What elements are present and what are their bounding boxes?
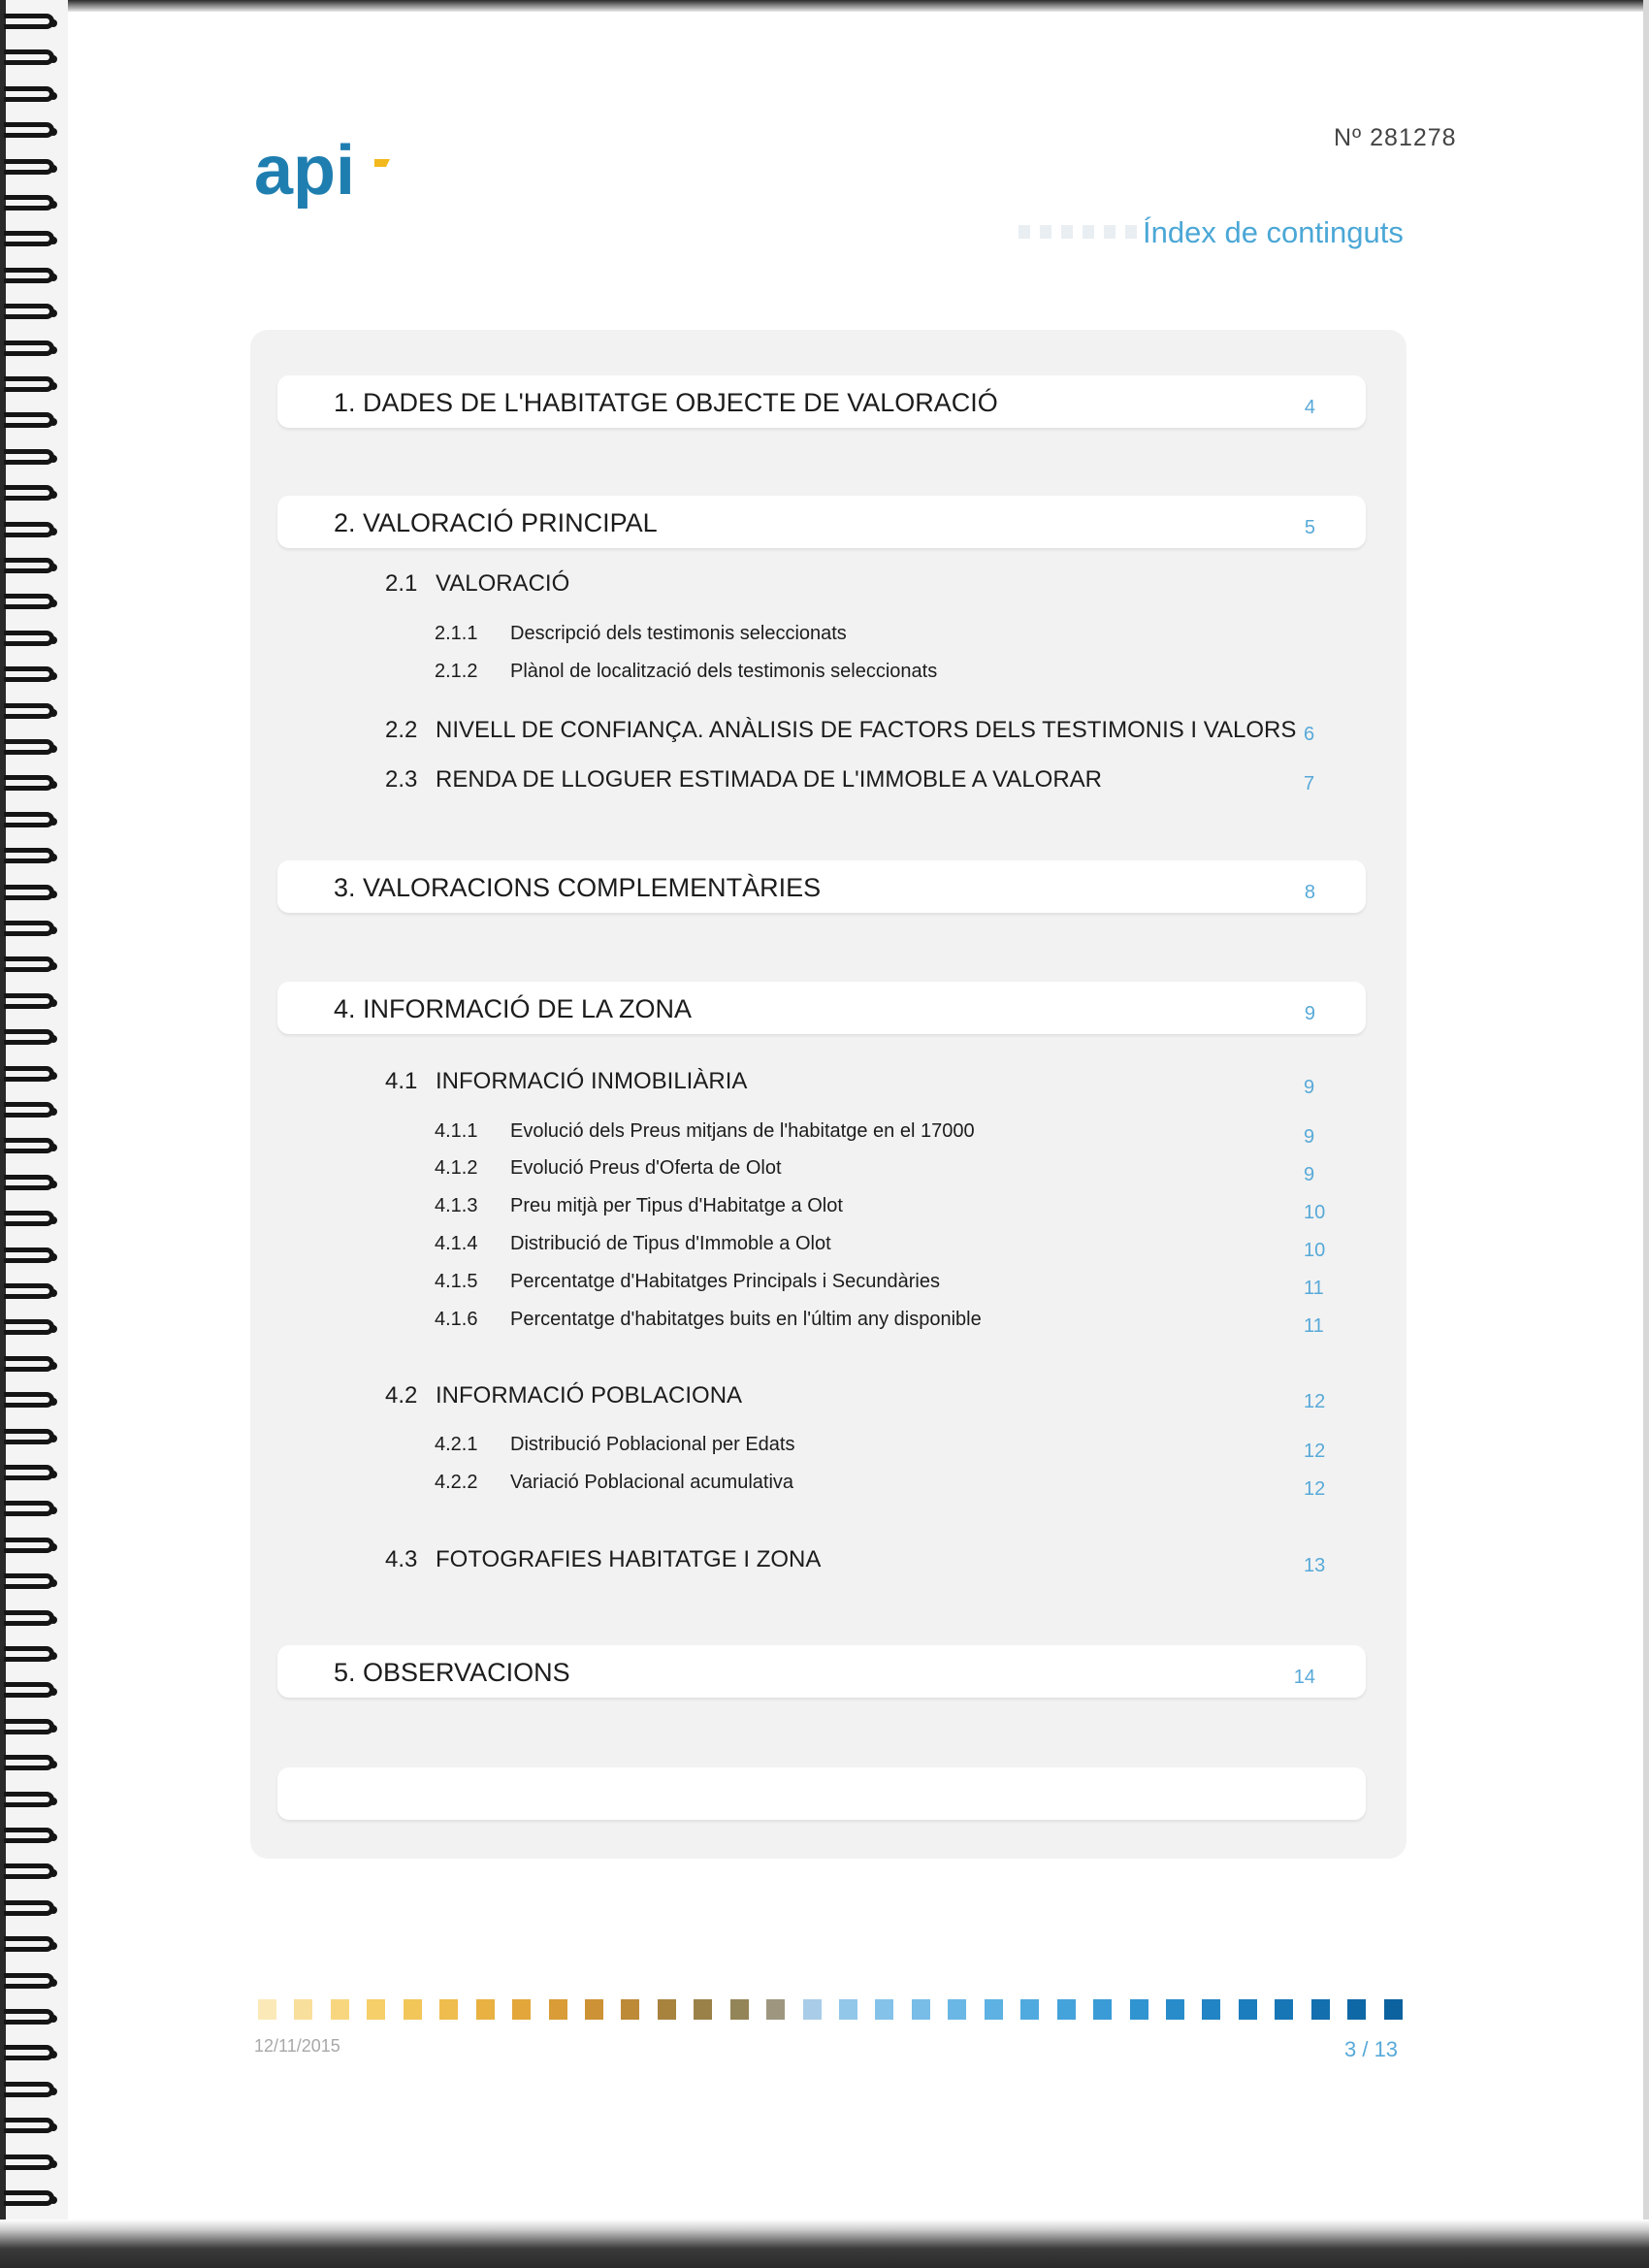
toc-item-label: Percentatge d'Habitatges Principals i Secundàries — [510, 1271, 940, 1292]
toc-item-label: Plànol de localització dels testimonis seleccionats — [510, 661, 938, 682]
color-square — [404, 1999, 422, 2020]
page-top-edge — [0, 0, 1649, 12]
toc-item-number: 4.2 — [385, 1382, 418, 1409]
color-square — [331, 1999, 349, 2020]
color-square — [912, 1999, 930, 2020]
binding-coil — [4, 558, 54, 573]
footer-date: 12/11/2015 — [254, 2036, 340, 2056]
toc-item-label: Distribució de Tipus d'Immoble a Olot — [510, 1233, 831, 1254]
toc-item-label: Descripció dels testimonis seleccionats — [510, 623, 847, 644]
color-square — [1166, 1999, 1184, 2020]
color-square — [258, 1999, 276, 2020]
toc-item-page: 11 — [1304, 1278, 1324, 1299]
color-square — [294, 1999, 312, 2020]
binding-coil — [4, 1029, 54, 1045]
toc-item-number: 2.2 — [385, 717, 418, 743]
color-square — [621, 1999, 639, 2020]
toc-item-number: 2.1.1 — [435, 623, 478, 644]
binding-coil — [4, 1936, 54, 1952]
binding-coil — [4, 666, 54, 682]
binding-coil — [4, 304, 54, 319]
toc-item-page: 10 — [1304, 1202, 1326, 1223]
color-square — [766, 1999, 785, 2020]
toc-item-page: 11 — [1304, 1315, 1324, 1337]
toc-panel — [250, 330, 1406, 1859]
binding-coil — [4, 412, 54, 428]
binding-coil — [4, 1283, 54, 1299]
toc-item-label: Distribució Poblacional per Edats — [510, 1434, 795, 1455]
color-square — [1057, 1999, 1076, 2020]
toc-item-label: VALORACIÓ — [436, 570, 570, 597]
binding-coil — [4, 2155, 54, 2170]
toc-section-3[interactable] — [277, 860, 1366, 913]
binding-coil — [4, 449, 54, 465]
toc-item-label: Percentatge d'habitatges buits en l'últim any disponible — [510, 1309, 982, 1330]
binding-coil — [4, 1501, 54, 1516]
binding-coil — [4, 885, 54, 900]
toc-item-number: 2.1 — [385, 570, 418, 597]
toc-item-number: 4.1.5 — [435, 1271, 478, 1292]
toc-empty-bar — [277, 1767, 1366, 1820]
document-number: Nº 281278 — [1334, 124, 1457, 151]
toc-section-label: 5. OBSERVACIONS — [334, 1658, 570, 1687]
binding-coil — [4, 1828, 54, 1843]
toc-item-number: 4.1.6 — [435, 1309, 478, 1330]
color-square — [1093, 1999, 1112, 2020]
binding-coil — [4, 2190, 54, 2206]
toc-section-1[interactable] — [277, 375, 1366, 428]
toc-item-number: 4.2.1 — [435, 1434, 478, 1455]
toc-item-label: Preu mitjà per Tipus d'Habitatge a Olot — [510, 1195, 843, 1216]
color-square — [1347, 1999, 1366, 2020]
toc-item-page: 13 — [1304, 1555, 1326, 1576]
color-square — [1202, 1999, 1220, 2020]
toc-item-number: 4.2.2 — [435, 1472, 478, 1493]
binding-coil — [4, 1973, 54, 1989]
binding-coil — [4, 231, 54, 246]
page-bottom-edge — [0, 2219, 1649, 2268]
binding-coil — [4, 1573, 54, 1589]
toc-item-page: 12 — [1304, 1478, 1326, 1500]
toc-item-number: 4.1.4 — [435, 1233, 478, 1254]
toc-item-page: 9 — [1304, 1126, 1315, 1148]
toc-item-number: 4.1.3 — [435, 1195, 478, 1216]
color-square — [585, 1999, 603, 2020]
binding-coil — [4, 2009, 54, 2025]
toc-item-number: 4.1.1 — [435, 1120, 478, 1142]
toc-item-page: 6 — [1304, 724, 1315, 745]
binding-coil — [4, 1863, 54, 1879]
binding-coil — [4, 703, 54, 719]
binding-coil — [4, 1356, 54, 1372]
color-square — [1020, 1999, 1039, 2020]
color-square — [730, 1999, 749, 2020]
color-square — [1239, 1999, 1257, 2020]
toc-item-label: Evolució dels Preus mitjans de l'habitatge en el 17000 — [510, 1120, 975, 1142]
toc-section-2[interactable] — [277, 496, 1366, 548]
binding-coil — [4, 376, 54, 392]
color-square — [694, 1999, 712, 2020]
binding-coil — [4, 1319, 54, 1335]
binding-coil — [4, 1429, 54, 1444]
binding-coil — [4, 594, 54, 609]
binding-coil — [4, 631, 54, 646]
color-square — [512, 1999, 531, 2020]
binding-coil — [4, 1610, 54, 1626]
color-square — [549, 1999, 567, 2020]
binding-coil — [4, 2118, 54, 2133]
color-square — [1311, 1999, 1330, 2020]
binding-coil — [4, 1719, 54, 1734]
binding-coil — [4, 1465, 54, 1480]
toc-section-label: 3. VALORACIONS COMPLEMENTÀRIES — [334, 873, 822, 902]
color-square — [875, 1999, 893, 2020]
color-square — [658, 1999, 676, 2020]
binding-coil — [4, 1755, 54, 1770]
color-square — [948, 1999, 966, 2020]
binding-coil — [4, 921, 54, 936]
binding-coil — [4, 340, 54, 356]
binding-coil — [4, 195, 54, 211]
toc-section-4[interactable] — [277, 982, 1366, 1034]
toc-item-label: INFORMACIÓ POBLACIONA — [436, 1382, 743, 1409]
spiral-binding — [0, 0, 68, 2268]
footer-page-number: 3 / 13 — [1344, 2037, 1399, 2061]
toc-item-label: Evolució Preus d'Oferta de Olot — [510, 1157, 782, 1179]
color-square — [439, 1999, 458, 2020]
toc-item-page: 12 — [1304, 1391, 1326, 1412]
binding-coil — [4, 1175, 54, 1190]
binding-coil — [4, 1792, 54, 1807]
binding-coil — [4, 14, 54, 29]
color-square — [1384, 1999, 1403, 2020]
color-square — [367, 1999, 385, 2020]
binding-coil — [4, 1538, 54, 1553]
svg-text:api: api — [254, 134, 356, 210]
toc-item-label: FOTOGRAFIES HABITATGE I ZONA — [436, 1546, 822, 1572]
toc-section-5[interactable] — [277, 1645, 1366, 1698]
toc-section-page: 8 — [1304, 882, 1315, 903]
color-square — [803, 1999, 822, 2020]
toc-item-number: 4.1.2 — [435, 1157, 478, 1179]
binding-coil — [4, 1646, 54, 1662]
toc-section-page: 14 — [1293, 1667, 1315, 1688]
page-right-edge — [1643, 0, 1649, 2268]
binding-coil — [4, 1682, 54, 1698]
binding-coil — [4, 993, 54, 1009]
toc-item-page: 7 — [1304, 773, 1315, 794]
toc-section-label: 2. VALORACIÓ PRINCIPAL — [334, 508, 658, 537]
toc-item-page: 10 — [1304, 1240, 1326, 1261]
binding-coil — [4, 1102, 54, 1118]
binding-coil — [4, 1247, 54, 1263]
toc-section-page: 4 — [1304, 397, 1315, 418]
binding-coil — [4, 159, 54, 175]
toc-section-page: 9 — [1304, 1003, 1315, 1024]
toc-section-label: 4. INFORMACIÓ DE LA ZONA — [334, 994, 693, 1023]
binding-coil — [4, 812, 54, 827]
toc-item-number: 4.3 — [385, 1546, 418, 1572]
toc-item-label: Variació Poblacional acumulativa — [510, 1472, 794, 1493]
binding-coil — [4, 848, 54, 863]
color-square — [1275, 1999, 1293, 2020]
toc-section-page: 5 — [1304, 517, 1315, 538]
toc-item-number: 2.1.2 — [435, 661, 478, 682]
toc-item-number: 4.1 — [385, 1068, 418, 1094]
toc-item-page: 9 — [1304, 1164, 1315, 1185]
color-strip — [258, 1999, 1403, 2021]
toc-item-label: NIVELL DE CONFIANÇA. ANÀLISIS DE FACTORS DELS TESTIMONIS I VALORS — [436, 717, 1297, 743]
binding-coil — [4, 2045, 54, 2060]
toc-item-page: 12 — [1304, 1441, 1326, 1462]
binding-coil — [4, 86, 54, 102]
binding-coil — [4, 1138, 54, 1153]
color-square — [1130, 1999, 1148, 2020]
toc-item-label: INFORMACIÓ INMOBILIÀRIA — [436, 1068, 748, 1094]
title-decoration — [1018, 225, 1137, 239]
binding-coil — [4, 268, 54, 283]
toc-item-page: 9 — [1304, 1077, 1315, 1098]
binding-coil — [4, 1211, 54, 1226]
binding-coil — [4, 2082, 54, 2097]
binding-coil — [4, 122, 54, 138]
api-logo — [254, 134, 390, 221]
color-square — [985, 1999, 1003, 2020]
binding-coil — [4, 775, 54, 791]
binding-coil — [4, 1900, 54, 1916]
binding-coil — [4, 1066, 54, 1082]
binding-coil — [4, 485, 54, 501]
binding-coil — [4, 739, 54, 755]
binding-coil — [4, 49, 54, 65]
index-title: Índex de continguts — [1143, 215, 1404, 249]
binding-coil — [4, 1392, 54, 1408]
toc-item-number: 2.3 — [385, 766, 418, 793]
binding-coil — [4, 956, 54, 972]
toc-item-label: RENDA DE LLOGUER ESTIMADA DE L'IMMOBLE A VALORAR — [436, 766, 1102, 793]
color-square — [476, 1999, 495, 2020]
binding-coil — [4, 522, 54, 537]
toc-section-label: 1. DADES DE L'HABITATGE OBJECTE DE VALORACIÓ — [334, 388, 998, 417]
color-square — [839, 1999, 857, 2020]
